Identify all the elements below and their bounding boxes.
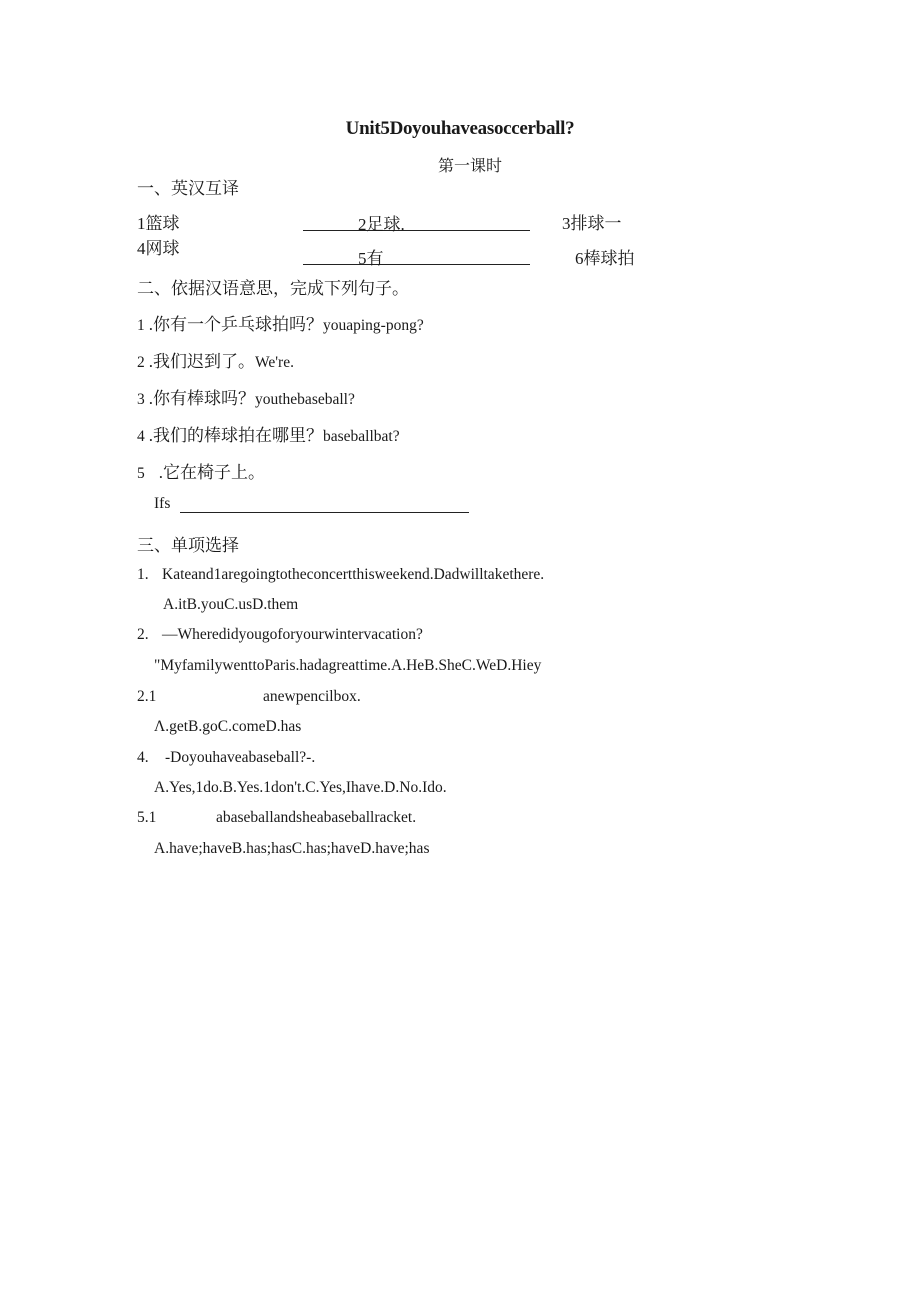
question-number: 2. (137, 626, 149, 643)
question-text: anewpencilbox. (263, 688, 361, 705)
sentence-item (137, 458, 265, 483)
section1-heading: 一、英汉互译 (137, 179, 239, 198)
question-number: 1. (137, 566, 149, 583)
question-options: Λ.getB.goC.comeD.has (154, 718, 302, 735)
answer-prefix: Ifs (154, 495, 171, 512)
item-english: youthebaseball? (255, 391, 355, 408)
item-english: baseballbat? (323, 428, 400, 445)
blank-line (303, 264, 530, 265)
question-options: "MyfamilywenttoParis.hadagreattime.A.HeB.SheC.WeD.Hiey (154, 657, 542, 674)
question-options: A.itB.youC.usD.them (163, 596, 299, 613)
question-options: A.have;haveB.has;hasC.has;haveD.have;has (154, 840, 430, 857)
question-number: 2.1 (137, 688, 157, 705)
section3-heading: 三、单项选择 (137, 536, 239, 555)
sentence-item (137, 347, 294, 372)
vocab-item-1: 1篮球 (137, 214, 180, 233)
item-number: 3 (137, 391, 145, 408)
item-chinese: .你有棒球吗？ (148, 389, 255, 408)
vocab-item-6: 6棒球拍 (575, 249, 635, 268)
item-number: 5 (137, 465, 145, 482)
question-text: Kateand1aregoingtotheconcertthisweekend.Dadwilltakethere. (162, 566, 545, 583)
vocab-item-4: 4网球 (137, 239, 180, 258)
item-chinese: .我们迟到了。 (148, 352, 255, 371)
sentence-item (137, 421, 400, 446)
question-number: 4. (137, 749, 149, 766)
page-title: Unit5Doyouhaveasoccerball? (345, 118, 575, 139)
vocab-item-2: 2足球. (358, 215, 405, 234)
vocab-item-3: 3排球一 (562, 214, 622, 233)
sentence-item (137, 310, 424, 335)
question-text: —Wheredidyougoforyourwintervacation? (162, 626, 423, 643)
item-number: 2 (137, 354, 145, 371)
item-chinese: .我们的棒球拍在哪里？ (148, 426, 323, 445)
item-chinese: .你有一个乒乓球拍吗？ (148, 315, 323, 334)
section2-heading: 二、依据汉语意思，完成下列句子。 (137, 279, 409, 298)
question-number: 5.1 (137, 809, 157, 826)
item-english: youaping-pong? (323, 317, 424, 334)
sentence-item (137, 384, 355, 409)
page-subtitle: 第一课时 (437, 158, 502, 175)
question-text: -Doyouhaveabaseball?-. (165, 749, 316, 766)
item-number: 4 (137, 428, 145, 445)
item-chinese: .它在椅子上。 (158, 463, 265, 482)
answer-blank-line (180, 512, 469, 513)
vocab-item-5: 5有 (358, 249, 384, 268)
question-text: abaseballandsheabaseballracket. (216, 809, 417, 826)
item-english: We're. (255, 354, 294, 371)
blank-line (303, 230, 530, 231)
item-number: 1 (137, 317, 145, 334)
question-options: A.Yes,1do.B.Yes.1don't.C.Yes,Ihave.D.No.Ido. (154, 779, 447, 796)
